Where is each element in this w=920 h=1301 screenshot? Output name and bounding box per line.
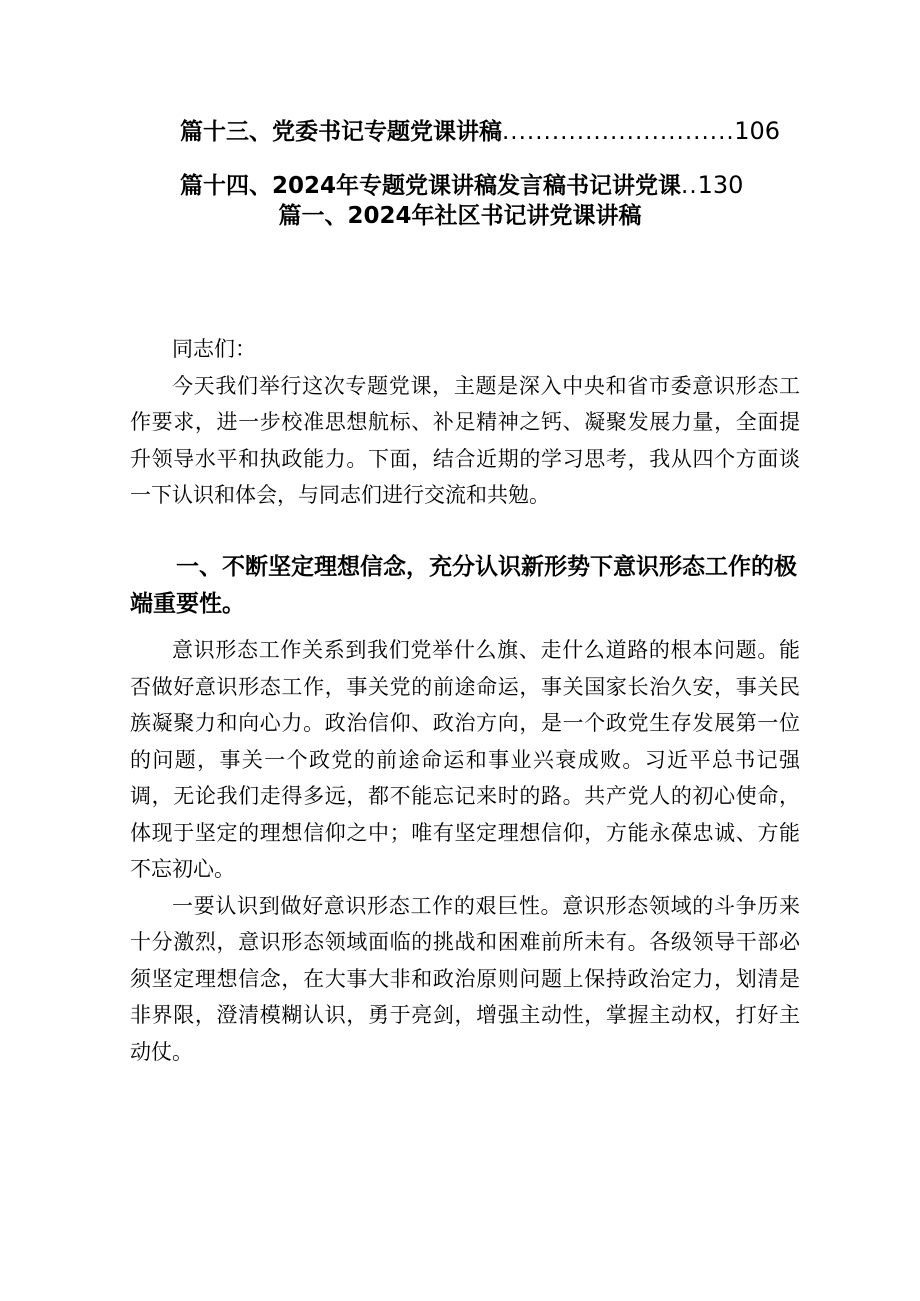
toc-entry-14[interactable]: [180, 171, 780, 200]
intro-block: [130, 331, 800, 514]
section-paragraph: 一要认识到做好意识形态工作的艰巨性。意识形态领域的斗争历来十分激烈，意识形态领域面临的挑战和困难前所未有。各级领导干部必须坚定理想信念，在大事大非和政治原则问题上保持政治定力，划清是非界限，澄清模糊认识，勇于亮剑，增强主动性，掌握主动权，打好主动仗。: [130, 893, 800, 1064]
toc-dot-leader: [681, 172, 698, 200]
toc-entry-13[interactable]: [180, 117, 780, 146]
toc-entry-label: 篇十四、2024年专题党课讲稿发言稿书记讲党课: [180, 173, 682, 199]
toc-entry-label: 篇十三、党委书记专题党课讲稿: [180, 119, 502, 145]
salutation: 同志们：: [172, 337, 256, 361]
section-body: [130, 632, 800, 1070]
intro-paragraph: 今天我们举行这次专题党课，主题是深入中央和省市委意识形态工作要求，进一步校准思想航标、补足精神之钙、凝聚发展力量，全面提升领导水平和执政能力。下面，结合近期的学习思考，我从四个方面谈一下认识和体会，与同志们进行交流和共勉。: [130, 373, 800, 507]
section-paragraph: 意识形态工作关系到我们党举什么旗、走什么道路的根本问题。能否做好意识形态工作，事关党的前途命运，事关国家长治久安，事关民族凝聚力和向心力。政治信仰、政治方向，是一个政党生存发展第一位的问题，事关一个政党的前途命运和事业兴衰成败。习近平总书记强调，无论我们走得多远，都不能忘记来时的路。共产党人的初心使命，体现于坚定的理想信仰之中；唯有坚定理想信仰，方能永葆忠诚、方能不忘初心。: [130, 638, 800, 881]
section-heading: 一、不断坚定理想信念，充分认识新形势下意识形态工作的极端重要性。: [130, 554, 797, 617]
toc-dot-leader: [502, 118, 734, 146]
article-title: 篇一、2024年社区书记讲党课讲稿: [278, 203, 642, 229]
toc-page-number: 130: [697, 171, 744, 199]
toc-page-number: 106: [734, 117, 780, 145]
